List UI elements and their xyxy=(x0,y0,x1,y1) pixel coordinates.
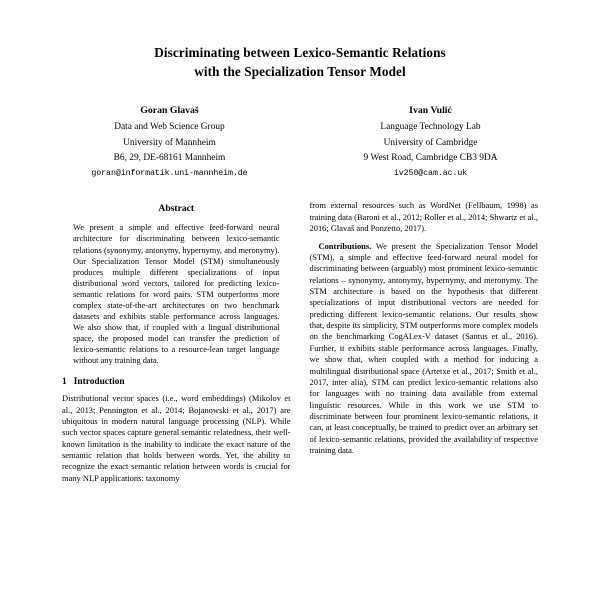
intro-paragraph-1: Distributional vector spaces (i.e., word embeddings) (Mikolov et al., 2013; Pennington et al., 2014; Bojanowski et al., 2017) are ubiquitous in modern natural language processing (NLP). While such vector spaces capture general semantic relatedness, their well-known limitation is the inability to indicate the exact nature of the semantic relation that holds between words. Yet, the ability to recognize the exact semantic relation between words is crucial for many NLP applications: taxonomy xyxy=(62,393,291,483)
body-columns xyxy=(62,200,538,484)
left-column xyxy=(62,200,291,484)
author-2 xyxy=(323,103,538,180)
author-block xyxy=(62,103,538,180)
author-affiliation-line: Data and Web Science Group xyxy=(114,122,225,133)
abstract-heading: Abstract xyxy=(158,203,195,215)
continuation-paragraph xyxy=(310,200,539,234)
author-email[interactable]: goran@informatik.uni-mannheim.de xyxy=(91,169,248,179)
section-number: 1 xyxy=(62,376,67,387)
abstract-text: We present a simple and effective feed-forward neural architecture for discriminating between lexico-semantic relations (synonymy, antonymy, hypernymy, and meronymy). Our Specialization Tensor Model (STM) simultaneously produces multiple different specializations of input distributional word vectors, tailored for predicting lexico-semantic relations for word pairs. STM outperforms more complex state-of-the-art architectures on two benchmark datasets and exhibits stable performance across languages. We also show that, if coupled with a lingual distributional space, the proposed model can transfer the prediction of lexico-semantic relations to a resource-lean target language without any training data. xyxy=(73,223,280,366)
author-1 xyxy=(62,103,277,180)
title-line-1: Discriminating between Lexico-Semantic Relations xyxy=(154,45,446,60)
contributions-label: Contributions. xyxy=(318,240,372,251)
author-affiliation-line: Language Technology Lab xyxy=(380,122,481,133)
author-affiliation-line: B6, 29, DE-68161 Mannheim xyxy=(113,152,226,163)
section-heading-introduction xyxy=(62,376,291,389)
author-email[interactable]: iv250@cam.ac.uk xyxy=(393,169,468,179)
continuation-text: from external resources such as WordNet (Fellbaum, 1998) as training data (Baroni et al., 2012; Roller et al., 2014; Shwartz et al., 2016; Glavaš and Ponzetto, 2017). xyxy=(309,200,538,234)
author-affiliation-line: University of Cambridge xyxy=(383,137,478,148)
contributions-text: We present the Specialization Tensor Model (STM), a simple and effective feed-forward neural model for discriminating between (arguably) most prominent lexico-semantic relations – synonymy, antonymy, hypernymy, and meronymy. The STM architecture is based on the hypothesis that different specializations of input distributional vectors are needed for predicting different lexico-semantic relations. Our results show that, despite its simplicity, STM outperforms more complex models on the benchmarking CogALex-V dataset (Santus et al., 2016). Further, it exhibits stable performance across languages. Finally, we show that, when coupled with a method for inducing a multilingual distributional space (Artetxe et al., 2017; Smith et al., 2017, inter alia), STM can predict lexico-semantic relations also for languages with no training data available from external linguistic resources. While in this work we use STM to discriminate between four prominent lexico-semantic relations, it can, at least conceptually, be trained to predict over an arbitrary set of lexico-semantic relations, provided the availability of respective training data. xyxy=(309,240,538,456)
author-affiliation-line: 9 West Road, Cambridge CB3 9DA xyxy=(363,152,498,163)
title-line-2: with the Specialization Tensor Model xyxy=(194,63,406,79)
contributions-paragraph xyxy=(310,241,539,457)
author-name: Goran Glavaš xyxy=(140,105,199,117)
section-title: Introduction xyxy=(73,376,125,387)
page-title xyxy=(62,44,538,81)
author-name: Ivan Vulić xyxy=(409,105,452,117)
author-affiliation-line: University of Mannheim xyxy=(123,137,216,148)
right-column xyxy=(310,200,539,484)
